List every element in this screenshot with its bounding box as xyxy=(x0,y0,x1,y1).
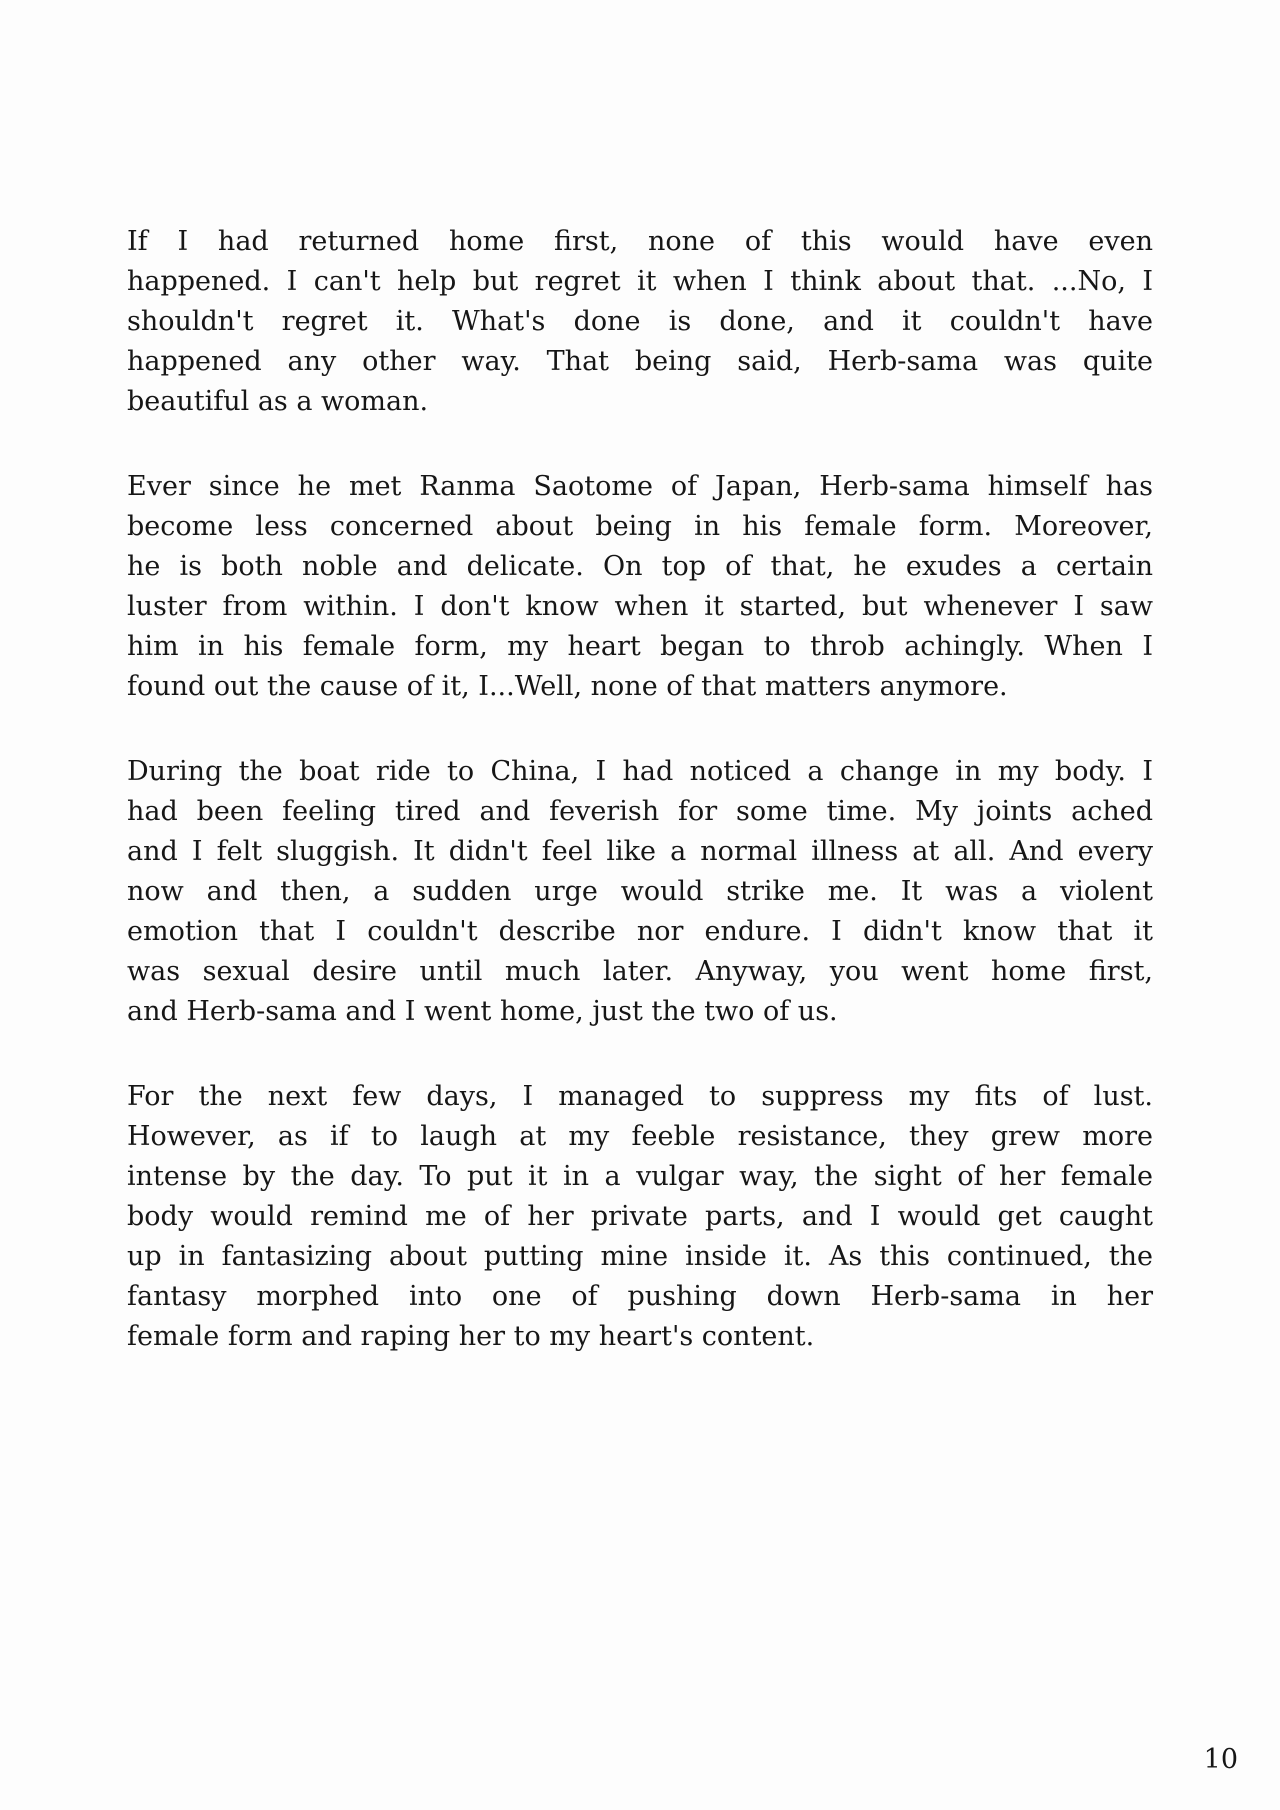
text-block xyxy=(127,222,1153,1357)
text-line: intense by the day. To put it in a vulgar way, the sight of her female xyxy=(127,1161,1153,1192)
text-line: he is both noble and delicate. On top of that, he exudes a certain xyxy=(127,551,1153,582)
text-line: found out the cause of it, I...Well, none of that matters anymore. xyxy=(127,671,1008,702)
page-number: 10 xyxy=(1203,1744,1238,1775)
paragraph xyxy=(127,222,1153,422)
text-line: fantasy morphed into one of pushing down Herb-sama in her xyxy=(127,1281,1153,1312)
text-line: now and then, a sudden urge would strike me. It was a violent xyxy=(127,876,1153,907)
text-line: luster from within. I don't know when it started, but whenever I saw xyxy=(127,591,1153,622)
text-line: emotion that I couldn't describe nor endure. I didn't know that it xyxy=(127,916,1153,947)
text-line: happened any other way. That being said, Herb-sama was quite xyxy=(127,346,1153,377)
text-line: If I had returned home first, none of this would have even xyxy=(127,226,1153,257)
paragraph xyxy=(127,467,1153,707)
text-line: female form and raping her to my heart's content. xyxy=(127,1321,815,1352)
text-line: and I felt sluggish. It didn't feel like a normal illness at all. And every xyxy=(127,836,1153,867)
text-line: body would remind me of her private parts, and I would get caught xyxy=(127,1201,1153,1232)
text-line: and Herb-sama and I went home, just the two of us. xyxy=(127,996,838,1027)
text-line: was sexual desire until much later. Anyway, you went home first, xyxy=(127,956,1153,987)
text-line: happened. I can't help but regret it when I think about that. ...No, I xyxy=(127,266,1153,297)
text-line: had been feeling tired and feverish for some time. My joints ached xyxy=(127,796,1153,827)
text-line: However, as if to laugh at my feeble resistance, they grew more xyxy=(127,1121,1153,1152)
text-line: up in fantasizing about putting mine inside it. As this continued, the xyxy=(127,1241,1153,1272)
paragraph xyxy=(127,752,1153,1032)
text-line: him in his female form, my heart began to throb achingly. When I xyxy=(127,631,1153,662)
text-line: beautiful as a woman. xyxy=(127,386,429,417)
text-line: shouldn't regret it. What's done is done, and it couldn't have xyxy=(127,306,1153,337)
text-line: For the next few days, I managed to suppress my fits of lust. xyxy=(127,1081,1153,1112)
text-line: During the boat ride to China, I had noticed a change in my body. I xyxy=(127,756,1153,787)
paragraph xyxy=(127,1077,1153,1357)
text-line: become less concerned about being in his female form. Moreover, xyxy=(127,511,1153,542)
text-line: Ever since he met Ranma Saotome of Japan, Herb-sama himself has xyxy=(127,471,1153,502)
